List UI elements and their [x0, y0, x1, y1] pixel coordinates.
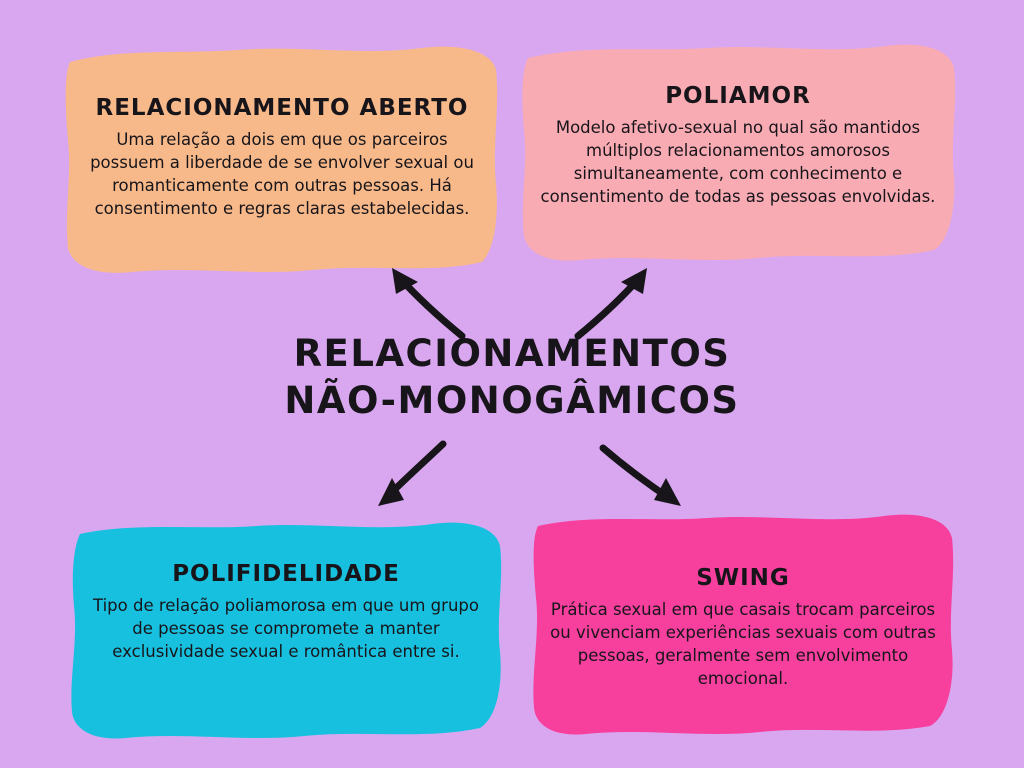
card-poliamor	[518, 36, 958, 262]
card-title: SWING	[696, 565, 790, 591]
card-relacionamento-aberto	[62, 36, 502, 276]
center-title-line-1: RELACIONAMENTOS	[293, 332, 731, 375]
arrow-to-poliamor	[578, 268, 647, 336]
arrow-to-polifidelidade	[378, 444, 443, 506]
card-title: POLIAMOR	[665, 83, 811, 109]
arrow-to-swing	[603, 448, 681, 506]
arrow-to-relacionamento-aberto	[392, 268, 462, 336]
card-swing	[528, 506, 958, 736]
center-title-line-2: NÃO-MONOGÂMICOS	[284, 379, 740, 423]
card-polifidelidade	[66, 516, 506, 740]
card-body: Uma relação a dois em que os parceiros possuem a liberdade de se envolver sexual ou romanticamente com outras pessoas. Há consentimento e regras claras estabelecidas.	[90, 130, 474, 218]
card-title: POLIFIDELIDADE	[172, 561, 400, 587]
card-title: RELACIONAMENTO ABERTO	[95, 95, 469, 121]
diagram-center-title	[0, 330, 1024, 425]
card-body: Prática sexual em que casais trocam parceiros ou vivenciam experiências sexuais com outras pessoas, geralmente sem envolvimento emocional.	[550, 600, 936, 688]
card-body: Modelo afetivo-sexual no qual são mantidos múltiplos relacionamentos amorosos simultaneamente, com conhecimento e consentimento de todas as pessoas envolvidas.	[540, 118, 936, 206]
card-body: Tipo de relação poliamorosa em que um grupo de pessoas se compromete a manter exclusividade sexual e romântica entre si.	[93, 596, 479, 661]
